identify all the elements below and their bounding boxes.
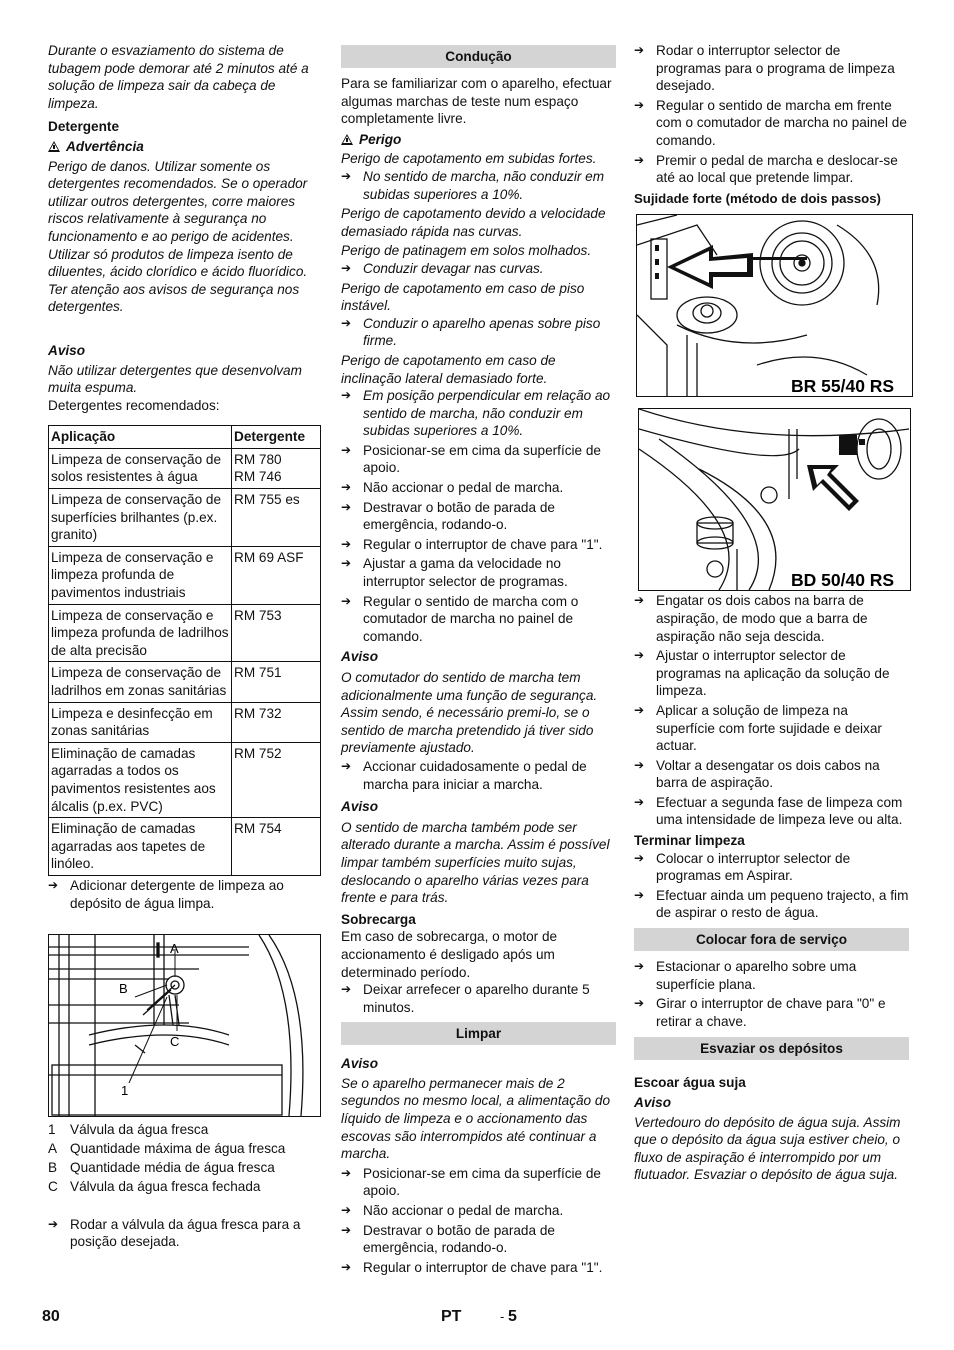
step-item: ➔ Estacionar o aparelho sobre uma superfície plana. <box>634 958 909 993</box>
table-row <box>49 742 321 817</box>
legend-item <box>48 1121 321 1139</box>
valve-figure <box>48 934 321 1117</box>
heavy-dirt-heading: Sujidade forte (método de dois passos) <box>634 190 881 206</box>
page-number: 80 <box>42 1308 60 1325</box>
language-code: PT <box>441 1308 462 1325</box>
table-row <box>49 662 321 702</box>
step-item: ➔ Destravar o botão de parada de emergência, rodando-o. <box>341 1222 616 1257</box>
section-clean: Limpar <box>341 1022 616 1045</box>
notice-label: Aviso <box>341 1056 379 1072</box>
overload-text: Em caso de sobrecarga, o motor de accionamento é desligado após um determinado período. <box>341 929 558 980</box>
table-row <box>49 604 321 662</box>
table-cell-detergent: RM 780 RM 746 <box>232 448 321 488</box>
danger-text: Perigo de capotamento em caso de piso instável. <box>341 280 585 314</box>
notice-label: Aviso <box>48 342 86 358</box>
step-item: ➔ Regular o sentido de marcha em frente com o comutador de marcha no painel de comando. <box>634 97 909 150</box>
legend-item <box>48 1178 321 1196</box>
danger-label-row <box>341 131 616 149</box>
table-cell-detergent: RM 732 <box>232 702 321 742</box>
table-row <box>49 546 321 604</box>
step-item: ➔ Efectuar a segunda fase de limpeza com uma intensidade de limpeza leve ou alta. <box>634 794 909 829</box>
section-driving: Condução <box>341 45 616 68</box>
out-steps <box>634 958 909 1030</box>
step-item: ➔ Girar o interruptor de chave para "0" e retirar a chave. <box>634 995 909 1030</box>
table-row <box>49 818 321 876</box>
table-body <box>49 448 321 875</box>
driving-intro: Para se familiarizar com o aparelho, efectuar algumas marchas de teste num espaço completamente livre. <box>341 76 612 127</box>
table-row <box>49 489 321 547</box>
legend-text: Quantidade máxima de água fresca <box>70 1140 286 1156</box>
overload-step: ➔ Deixar arrefecer o aparelho durante 5 minutos. <box>341 981 616 1016</box>
legend-key: B <box>48 1160 58 1176</box>
dirty-water-heading: Escoar água suja <box>634 1075 746 1091</box>
table-cell-detergent: RM 753 <box>232 604 321 662</box>
table-cell-application: Eliminação de camadas agarradas a todos os pavimentos resistentes aos álcalis (p.ex. PVC) <box>49 742 232 817</box>
step-item: ➔ Colocar o interruptor selector de programas em Aspirar. <box>634 850 909 885</box>
step-item: ➔ Premir o pedal de marcha e deslocar-se até ao local que pretende limpar. <box>634 152 909 187</box>
sub-page-number: 5 <box>507 1308 517 1325</box>
table-cell-detergent: RM 751 <box>232 662 321 702</box>
warning-text: Perigo de danos. Utilizar somente os detergentes recomendados. Se o operador utilizar outros detergentes, corre maiores riscos relativamente à segurança no funcionamento e ao perigo de acidentes. Utilizar só produtos de limpeza isento de diluentes, ácido clorídico e ácido fluorídico. Ter atenção aos avisos de segurança nos detergentes. <box>48 158 308 315</box>
table-header-application: Aplicação <box>49 426 232 449</box>
column-left <box>48 42 321 1251</box>
table-row <box>49 702 321 742</box>
danger-step: ➔ Em posição perpendicular em relação ao sentido de marcha, não conduzir em subidas superiores a 10%. <box>341 387 616 440</box>
danger-text: Perigo de capotamento devido a velocidade demasiado rápida nas curvas. <box>341 206 606 239</box>
step-item: ➔ Posicionar-se em cima da superfície de apoio. <box>341 442 616 477</box>
pedal-step: ➔ Accionar cuidadosamente o pedal de marcha para iniciar a marcha. <box>341 758 616 793</box>
driving-steps <box>341 442 616 646</box>
column-right <box>634 42 909 1184</box>
step-item: ➔ Destravar o botão de parada de emergência, rodando-o. <box>341 499 616 534</box>
danger-text: Perigo de patinagem em solos molhados. <box>341 243 592 259</box>
table-cell-detergent: RM 69 ASF <box>232 546 321 604</box>
fig-label-c: C <box>170 1034 180 1050</box>
danger-text: Perigo de capotamento em caso de inclinação lateral demasiado forte. <box>341 352 556 386</box>
warning-label-row <box>48 138 321 156</box>
fig-label-a: A <box>170 941 179 957</box>
bd-50-40-illustration <box>639 409 910 590</box>
step-item: ➔ Não accionar o pedal de marcha. <box>341 1202 616 1220</box>
intro-text: Durante o esvaziamento do sistema de tubagem pode demorar até 2 minutos até a solução de limpeza sair da cabeça de limpeza. <box>48 43 309 111</box>
legend-text: Válvula da água fresca fechada <box>70 1178 261 1194</box>
warning-label: Advertência <box>66 138 144 154</box>
table-cell-application: Limpeza de conservação e limpeza profunda de pavimentos industriais <box>49 546 232 604</box>
table-header-row <box>49 426 321 449</box>
danger-label: Perigo <box>359 131 402 147</box>
step-item: ➔ Rodar o interruptor selector de programas para o programa de limpeza desejado. <box>634 42 909 95</box>
table-cell-detergent: RM 754 <box>232 818 321 876</box>
fig-label-bd: BD 50/40 RS <box>791 570 895 591</box>
figure-legend <box>48 1121 321 1195</box>
table-cell-application: Limpeza de conservação e limpeza profunda de ladrilhos de alta precisão <box>49 604 232 662</box>
table-cell-detergent: RM 755 es <box>232 489 321 547</box>
table-cell-application: Limpeza e desinfecção em zonas sanitárias <box>49 702 232 742</box>
legend-text: Válvula da água fresca <box>70 1122 209 1138</box>
danger-text: Perigo de capotamento em subidas fortes. <box>341 151 597 167</box>
legend-key: A <box>48 1140 58 1156</box>
detergent-table <box>48 425 321 876</box>
end-steps <box>634 850 909 922</box>
warning-icon <box>341 134 353 145</box>
step-item: ➔ Voltar a desengatar os dois cabos na barra de aspiração. <box>634 757 909 792</box>
step-item: ➔ Regular o sentido de marcha com o comutador de marcha no painel de comando. <box>341 593 616 646</box>
step-item: ➔ Aplicar a solução de limpeza na superfície com forte sujidade e deixar actuar. <box>634 702 909 755</box>
step-item: ➔ Ajustar o interruptor selector de programas na aplicação da solução de limpeza. <box>634 647 909 700</box>
br-55-40-illustration <box>637 215 912 396</box>
fig-label-b: B <box>119 981 128 997</box>
figure-bd-50-40 <box>638 408 911 591</box>
danger-step: ➔ Conduzir o aparelho apenas sobre piso firme. <box>341 315 616 350</box>
danger-step: ➔ Conduzir devagar nas curvas. <box>341 260 616 278</box>
clean-notice: Se o aparelho permanecer mais de 2 segundos no mesmo local, a alimentação do líquido de limpeza e o accionamento das escovas são interrompidos até continuar a marcha. <box>341 1075 611 1162</box>
fig-label-1: 1 <box>121 1083 129 1099</box>
table-cell-application: Limpeza de conservação de ladrilhos em zonas sanitárias <box>49 662 232 702</box>
step-item: ➔ Engatar os dois cabos na barra de aspiração, de modo que a barra de aspiração não seja descida. <box>634 592 909 645</box>
add-detergent-step: ➔ Adicionar detergente de limpeza ao depósito de água limpa. <box>48 877 321 912</box>
rotate-valve-step: ➔ Rodar a válvula da água fresca para a posição desejada. <box>48 1216 321 1251</box>
detergent-heading: Detergente <box>48 119 120 135</box>
danger-step: ➔ No sentido de marcha, não conduzir em subidas superiores a 10%. <box>341 168 616 203</box>
notice-label: Aviso <box>341 799 379 815</box>
clean-steps <box>341 1165 616 1277</box>
legend-item <box>48 1159 321 1177</box>
legend-key: 1 <box>48 1122 56 1138</box>
notice-text: O comutador do sentido de marcha tem adicionalmente uma função de segurança. Assim sendo, é necessário premi-lo, se o sentido de marcha pretendido já tiver sido previamente ajustado. <box>341 670 598 756</box>
table-cell-application: Limpeza de conservação de solos resistentes à água <box>49 448 232 488</box>
recommended-text: Detergentes recomendados: <box>48 397 220 413</box>
section-out-of-service: Colocar fora de serviço <box>634 928 909 951</box>
notice-text: O sentido de marcha também pode ser alterado durante a marcha. Assim é possível limpar também superfícies muito sujas, deslocando o aparelho várias vezes para frente e para trás. <box>341 819 610 906</box>
legend-key: C <box>48 1178 58 1194</box>
warning-icon <box>48 141 60 152</box>
notice-text: Não utilizar detergentes que desenvolvam muita espuma. <box>48 362 302 396</box>
notice-label: Aviso <box>341 649 379 665</box>
table-cell-application: Eliminação de camadas agarradas aos tapetes de linóleo. <box>49 818 232 876</box>
fig-label-br: BR 55/40 RS <box>791 376 895 397</box>
table-row <box>49 448 321 488</box>
legend-item <box>48 1140 321 1158</box>
notice-label: Aviso <box>634 1095 672 1110</box>
valve-illustration <box>49 935 320 1116</box>
table-cell-application: Limpeza de conservação de superfícies brilhantes (p.ex. granito) <box>49 489 232 547</box>
legend-text: Quantidade média de água fresca <box>70 1160 275 1176</box>
step-item: ➔ Ajustar a gama da velocidade no interruptor selector de programas. <box>341 555 616 590</box>
dirty-notice: Vertedouro do depósito de água suja. Assim que o depósito da água suja estiver cheio, o fluxo de aspiração é interrompido por um flutuador. Esvaziar o depósito de água suja. <box>634 1114 901 1183</box>
section-empty-tanks: Esvaziar os depósitos <box>634 1037 909 1060</box>
mid-steps <box>634 592 909 829</box>
table-header-detergent: Detergente <box>232 426 321 449</box>
sub-page: - 5 <box>500 1308 517 1325</box>
step-item: ➔ Não accionar o pedal de marcha. <box>341 479 616 497</box>
step-item: ➔ Efectuar ainda um pequeno trajecto, a fim de aspirar o resto de água. <box>634 887 909 922</box>
step-item: ➔ Posicionar-se em cima da superfície de apoio. <box>341 1165 616 1200</box>
overload-heading: Sobrecarga <box>341 911 416 927</box>
column-middle <box>341 42 616 1276</box>
step-item: ➔ Regular o interruptor de chave para "1". <box>341 1259 616 1277</box>
step-item: ➔ Regular o interruptor de chave para "1". <box>341 536 616 554</box>
top-steps <box>634 42 909 187</box>
table-cell-detergent: RM 752 <box>232 742 321 817</box>
end-cleaning-heading: Terminar limpeza <box>634 833 745 849</box>
figure-br-55-40 <box>636 214 913 397</box>
